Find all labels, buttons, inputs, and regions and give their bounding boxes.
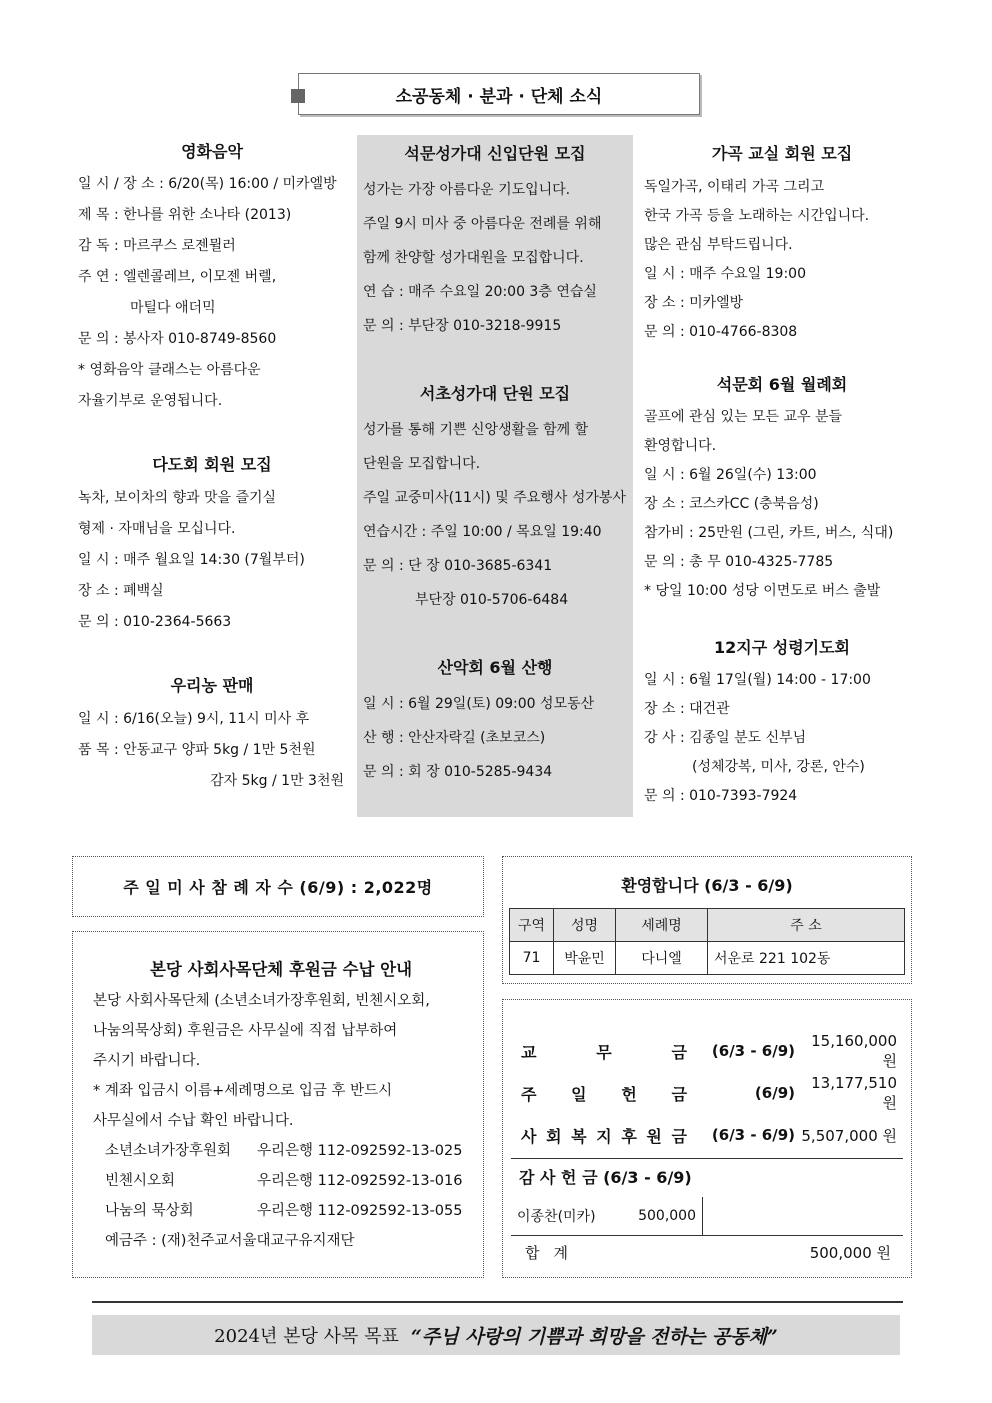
golf-line: 문 의 : 총 무 010-4325-7785 (644, 554, 834, 570)
footer-rule (92, 1301, 903, 1303)
movie-line: 감 독 : 마르쿠스 로젠뮐러 (78, 238, 236, 254)
offering-row (511, 1072, 903, 1114)
movie-line: 제 목 : 한나를 위한 소나타 (2013) (78, 207, 292, 223)
prayer-line: (성체강복, 미사, 강론, 안수) (692, 759, 865, 775)
support-line: 본당 사회사목단체 (소년소녀가장후원회, 빈첸시오회, (93, 993, 430, 1009)
movie-line: 주 연 : 엘렌콜레브, 이모젠 버렐, (78, 269, 277, 285)
thanks-offering-row (511, 1197, 903, 1235)
prayer-title: 12지구 성령기도회 (713, 638, 851, 657)
welcome-table (509, 908, 905, 975)
account-number: 우리은행 112-092592-13-055 (257, 1203, 463, 1219)
section-title: 소공동체 · 분과 · 단체 소식 (395, 86, 603, 107)
farm-line: 일 시 : 6/16(오늘) 9시, 11시 미사 후 (78, 711, 310, 727)
label-char: 지 (596, 1126, 612, 1146)
movie-line: 일 시 / 장 소 : 6/20(목) 16:00 / 미카엘방 (78, 176, 337, 192)
song-line: 많은 관심 부탁드립니다. (644, 237, 793, 253)
choir2-line: 문 의 : 단 장 010-3685-6341 (363, 558, 553, 574)
support-line: * 계좌 입금시 이름+세례명으로 입금 후 반드시 (93, 1083, 393, 1099)
label-char: 회 (546, 1126, 562, 1146)
choir2-line: 연습시간 : 주일 10:00 / 목요일 19:40 (363, 524, 602, 540)
label-char: 헌 (621, 1084, 637, 1104)
song-line: 한국 가곡 등을 노래하는 시간입니다. (644, 208, 870, 224)
song-title: 가곡 교실 회원 모집 (711, 144, 853, 163)
account-holder: 예금주 : (재)천주교서울대교구유지재단 (105, 1233, 355, 1249)
table-cell: 박윤민 (554, 942, 616, 975)
movie-line: 자율기부로 운영됩니다. (78, 393, 223, 409)
dado-line: 장 소 : 폐백실 (78, 583, 164, 599)
song-line: 독일가곡, 이태리 가곡 그리고 (644, 179, 825, 195)
choir1-line: 주일 9시 미사 중 아름다운 전례를 위해 (363, 216, 602, 232)
table-header-row (510, 909, 905, 942)
footer-banner (92, 1315, 900, 1355)
donor-name: 이종찬(미카) (517, 1209, 596, 1225)
song-line: 일 시 : 매주 수요일 19:00 (644, 266, 806, 282)
account-row (93, 1166, 469, 1196)
hike-title: 산악회 6월 산행 (437, 658, 553, 677)
farm-line: 감자 5kg / 1만 3천원 (210, 773, 344, 789)
movie-line: 마틸다 애더믹 (130, 300, 216, 316)
song-line: 문 의 : 010-4766-8308 (644, 324, 798, 340)
welcome-box (502, 856, 912, 984)
choir2-title: 서초성가대 단원 모집 (419, 384, 571, 403)
label-char: 금 (671, 1084, 687, 1104)
movie-line: * 영화음악 클래스는 아름다운 (78, 362, 261, 378)
label-char: 일 (571, 1084, 587, 1104)
offering-period: (6/3 - 6/9) (711, 1126, 795, 1144)
account-row (93, 1196, 469, 1226)
attendance-text: 주 일 미 사 참 례 자 수 (6/9) : 2,022명 (123, 878, 433, 897)
prayer-line: 일 시 : 6월 17일(월) 14:00 - 17:00 (644, 672, 871, 688)
choir2-line: 성가를 통해 기쁜 신앙생활을 함께 할 (363, 422, 589, 438)
offering-row (511, 1030, 903, 1072)
golf-line: * 당일 10:00 성당 이면도로 버스 출발 (644, 583, 881, 599)
label-char: 금 (671, 1126, 687, 1146)
offering-label (511, 1040, 699, 1063)
farm-line: 품 목 : 안동교구 양파 5kg / 1만 5천원 (78, 742, 316, 758)
offering-period: (6/9) (754, 1084, 795, 1102)
golf-line: 환영합니다. (644, 438, 717, 454)
choir1-title: 석문성가대 신입단원 모집 (404, 144, 586, 163)
support-line: 나눔의묵상회) 후원금은 사무실에 직접 납부하여 (93, 1023, 398, 1039)
offering-amount: 5,507,000 원 (801, 1126, 897, 1145)
offering-period: (6/3 - 6/9) (711, 1042, 795, 1060)
support-line: 주시기 바랍니다. (93, 1053, 201, 1069)
choir1-line: 함께 찬양할 성가대원을 모집합니다. (363, 250, 584, 266)
golf-line: 참가비 : 25만원 (그린, 카트, 버스, 식대) (644, 525, 894, 541)
account-row (93, 1136, 469, 1166)
account-org: 나눔의 묵상회 (105, 1203, 194, 1219)
total-value: 500,000 원 (809, 1244, 891, 1262)
attendance-box (72, 856, 484, 917)
account-org: 소년소녀가장후원회 (105, 1143, 232, 1159)
choir2-line: 주일 교중미사(11시) 및 주요행사 성가봉사 (363, 490, 626, 506)
offering-row (511, 1114, 903, 1156)
table-cell: 71 (510, 942, 554, 975)
total-label: 합계 (525, 1244, 582, 1262)
prayer-line: 문 의 : 010-7393-7924 (644, 788, 798, 804)
welcome-title: 환영합니다 (6/3 - 6/9) (621, 876, 793, 895)
offering-box (502, 999, 912, 1278)
choir1-line: 성가는 가장 아름다운 기도입니다. (363, 182, 571, 198)
account-number: 우리은행 112-092592-13-016 (257, 1173, 463, 1189)
offering-amount: 13,177,510 원 (811, 1073, 897, 1112)
farm-title: 우리농 판매 (170, 676, 254, 695)
support-title: 본당 사회사목단체 후원금 수납 안내 (149, 960, 413, 979)
movie-line: 문 의 : 봉사자 010-8749-8560 (78, 331, 277, 347)
choir1-line: 문 의 : 부단장 010-3218-9915 (363, 318, 562, 334)
thanks-offering-title: 감 사 헌 금 (6/3 - 6/9) (519, 1168, 692, 1187)
choir2-line: 단원을 모집합니다. (363, 456, 481, 472)
column-header: 세례명 (616, 909, 708, 942)
account-org: 빈첸시오회 (105, 1173, 176, 1189)
golf-line: 일 시 : 6월 26일(수) 13:00 (644, 467, 817, 483)
label-char: 무 (596, 1042, 612, 1062)
square-bullet-icon (291, 89, 305, 103)
column-header: 구역 (510, 909, 554, 942)
label-char: 복 (571, 1126, 587, 1146)
label-char: 주 (521, 1084, 537, 1104)
offering-label (511, 1082, 699, 1105)
table-row (510, 942, 905, 975)
choir1-line: 연 습 : 매주 수요일 20:00 3층 연습실 (363, 284, 597, 300)
table-cell: 다니엘 (616, 942, 708, 975)
section-header (298, 73, 700, 115)
offering-amount: 15,160,000 원 (811, 1031, 897, 1070)
label-char: 원 (646, 1126, 662, 1146)
footer-quote: “주님 사랑의 기쁨과 희망을 전하는 공동체” (410, 1325, 778, 1348)
golf-title: 석문회 6월 월례회 (716, 375, 848, 394)
movie-title: 영화음악 (181, 142, 243, 161)
hike-line: 일 시 : 6월 29일(토) 09:00 성모동산 (363, 696, 595, 712)
hike-line: 문 의 : 회 장 010-5285-9434 (363, 764, 553, 780)
song-line: 장 소 : 미카엘방 (644, 295, 744, 311)
donor-amount: 500,000 (631, 1197, 703, 1235)
column-left (72, 135, 352, 797)
dado-line: 일 시 : 매주 월요일 14:30 (7월부터) (78, 552, 305, 568)
account-number: 우리은행 112-092592-13-025 (257, 1143, 463, 1159)
label-char: 교 (521, 1042, 537, 1062)
support-notice-box (72, 931, 484, 1278)
column-right (642, 135, 922, 811)
total-row (511, 1235, 903, 1269)
golf-line: 골프에 관심 있는 모든 교우 분들 (644, 409, 843, 425)
prayer-line: 장 소 : 대건관 (644, 701, 730, 717)
label-char: 후 (621, 1126, 637, 1146)
dado-line: 형제 · 자매님을 모십니다. (78, 521, 236, 537)
label-char: 금 (671, 1042, 687, 1062)
golf-line: 장 소 : 코스카CC (충북음성) (644, 496, 819, 512)
label-char: 사 (521, 1126, 537, 1146)
column-middle (357, 135, 633, 817)
hike-line: 산 행 : 안산자락길 (초보코스) (363, 730, 546, 746)
footer-prefix: 2024년 본당 사목 목표 (214, 1326, 399, 1347)
choir2-line: 부단장 010-5706-6484 (415, 592, 569, 608)
table-cell: 서운로 221 102동 (708, 942, 905, 975)
offering-label (511, 1124, 699, 1147)
column-header: 성명 (554, 909, 616, 942)
support-line: 사무실에서 수납 확인 바랍니다. (93, 1113, 294, 1129)
column-header: 주 소 (708, 909, 905, 942)
dado-title: 다도회 회원 모집 (152, 455, 272, 474)
prayer-line: 강 사 : 김종일 분도 신부님 (644, 730, 807, 746)
dado-line: 문 의 : 010-2364-5663 (78, 614, 232, 630)
dado-line: 녹차, 보이차의 향과 맛을 즐기실 (78, 490, 277, 506)
